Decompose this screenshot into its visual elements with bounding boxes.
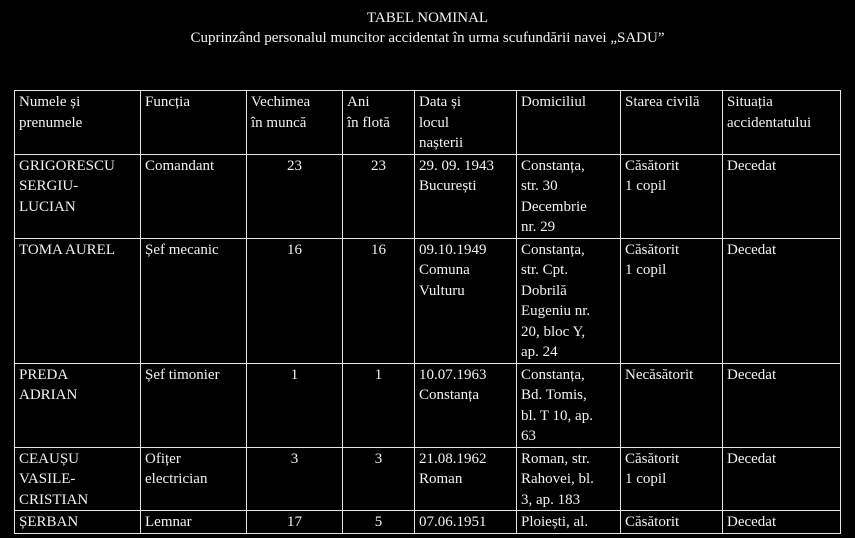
victim-status-cell: Decedat [723,154,841,238]
cell-line: Eugeniu nr. [521,303,591,319]
header-line: accidentatului [727,114,812,131]
cell-line: TOMA AUREL [19,241,115,258]
header-line: Vechimea [251,94,311,110]
cell-line: ȘERBAN [19,514,79,530]
column-header-name [15,91,141,155]
civil-status-cell [621,511,723,534]
function-cell [141,238,247,363]
cell-line: 09.10.1949 [419,241,487,258]
header-line: nașterii [419,135,464,151]
civil-status-cell [621,447,723,511]
cell-line: 3, ap. 183 [521,491,581,508]
cell-line: Lemnar [145,514,192,530]
cell-line: CEAUȘU [19,450,80,467]
cell-line: Căsătorit [625,450,680,467]
cell-line: Constanța, [521,157,585,174]
work-years-cell: 23 [247,154,343,238]
column-header-civil [621,91,723,155]
cell-line: bl. T 10, ap. [521,407,593,424]
header-line: Situația [727,94,773,110]
work-years-cell: 17 [247,511,343,534]
cell-line: 29. 09. 1943 [419,157,494,174]
column-header-fleet-years [343,91,415,155]
cell-line: Șef timonier [145,366,220,383]
cell-line: Șef mecanic [145,241,219,258]
cell-line: 20, bloc Y, [521,323,586,340]
cell-line: ap. 24 [521,344,558,360]
address-cell [517,447,621,511]
name-cell [15,511,141,534]
victim-status-cell: Decedat [723,511,841,534]
header-line: în muncă [251,114,307,131]
cell-line: Ploiești, al. [521,514,589,530]
table-row [15,447,841,511]
cell-line: Dobrilă [521,282,567,299]
name-cell [15,447,141,511]
header-line: în flotă [347,114,390,131]
work-years-cell: 3 [247,447,343,511]
work-years-cell: 16 [247,238,343,363]
cell-line: Ofițer [145,450,181,467]
column-header-function [141,91,247,155]
victim-status-cell: Decedat [723,447,841,511]
birth-cell [415,154,517,238]
table-row [15,238,841,363]
cell-line: 1 copil [625,262,667,278]
cell-line: str. Cpt. [521,262,569,278]
function-cell [141,363,247,447]
cell-line: 07.06.1951 [419,514,487,530]
cell-line: PREDA [19,366,69,383]
cell-line: str. 30 [521,178,558,194]
cell-line: Decembrie [521,198,587,215]
name-cell [15,238,141,363]
cell-line: Constanța, [521,241,585,258]
cell-line: Bd. Tomis, [521,387,587,403]
function-cell [141,154,247,238]
header-line: Funcția [145,94,190,110]
function-cell [141,511,247,534]
birth-cell [415,447,517,511]
cell-line: LUCIAN [19,198,76,215]
document-subtitle: Cuprinzând personalul muncitor accidentat în urma scufundării navei „SADU” [190,30,665,46]
personnel-table-container [14,90,842,538]
column-header-address [517,91,621,155]
header-line: Numele și [19,94,81,110]
cell-line: electrician [145,471,208,487]
cell-line: București [419,178,477,194]
cell-line: nr. 29 [521,219,556,235]
fleet-years-cell: 3 [343,447,415,511]
cell-line: GRIGORESCU [19,157,115,174]
cell-line: Roman, str. [521,450,590,467]
cell-line: Constanța, [521,366,585,383]
cell-line: Comuna [419,262,470,278]
table-row [15,154,841,238]
birth-cell [415,511,517,534]
work-years-cell: 1 [247,363,343,447]
victim-status-cell: Decedat [723,238,841,363]
cell-line: Căsătorit [625,157,680,174]
personnel-table [14,90,841,534]
table-header-row [15,91,841,155]
cell-line: Constanța [419,387,479,403]
birth-cell [415,363,517,447]
address-cell [517,363,621,447]
victim-status-cell: Decedat [723,363,841,447]
header-line: Ani [347,94,370,110]
address-cell [517,238,621,363]
cell-line: 21.08.1962 [419,450,487,467]
header-line: Data și [419,94,462,110]
name-cell [15,154,141,238]
document-title: TABEL NOMINAL [366,10,489,26]
column-header-work-years [247,91,343,155]
cell-line: 1 copil [625,178,667,194]
birth-cell [415,238,517,363]
column-header-status [723,91,841,155]
fleet-years-cell: 23 [343,154,415,238]
cell-line: Necăsătorit [625,366,694,383]
cell-line: CRISTIAN [19,491,89,508]
cell-line: 63 [521,428,536,444]
cell-line: ADRIAN [19,387,78,403]
civil-status-cell [621,363,723,447]
cell-line: Comandant [145,157,215,174]
header-line: Domiciliul [521,94,586,110]
cell-line: SERGIU- [19,178,79,194]
cell-line: Căsătorit [625,514,680,530]
document-header [0,8,855,48]
civil-status-cell [621,154,723,238]
cell-line: Vulturu [419,282,465,299]
fleet-years-cell: 16 [343,238,415,363]
cell-line: Rahovei, bl. [521,471,594,487]
table-row [15,511,841,534]
function-cell [141,447,247,511]
cell-line: 10.07.1963 [419,366,487,383]
fleet-years-cell: 5 [343,511,415,534]
cell-line: Căsătorit [625,241,680,258]
table-row [15,363,841,447]
name-cell [15,363,141,447]
cell-line: 1 copil [625,471,667,487]
address-cell [517,511,621,534]
civil-status-cell [621,238,723,363]
address-cell [517,154,621,238]
header-line: Starea civilă [625,94,700,110]
cell-line: VASILE- [19,471,76,487]
fleet-years-cell: 1 [343,363,415,447]
header-line: prenumele [19,114,83,131]
column-header-birth [415,91,517,155]
table-body [15,154,841,533]
header-line: locul [419,114,449,131]
cell-line: Roman [419,471,463,487]
